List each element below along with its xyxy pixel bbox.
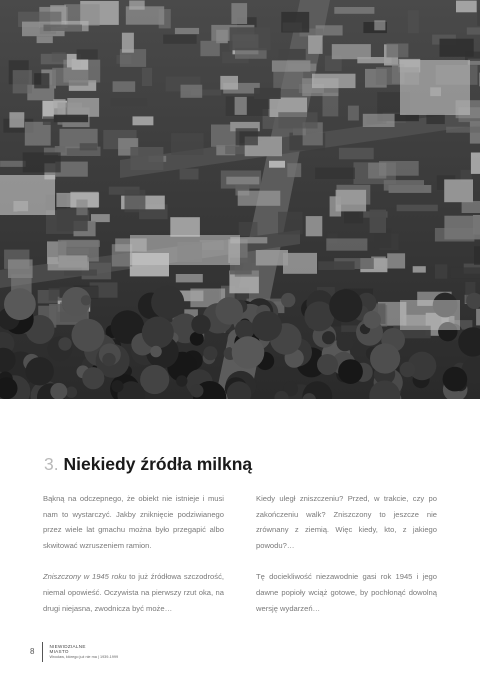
tree-canopy <box>370 343 400 373</box>
rooftop <box>181 85 203 98</box>
rooftop <box>175 28 199 34</box>
tree-canopy <box>4 288 36 320</box>
rooftop <box>9 112 24 127</box>
tree-canopy <box>322 331 335 344</box>
rooftop <box>326 238 367 250</box>
rooftop <box>170 217 200 237</box>
paragraph <box>43 569 224 616</box>
rooftop <box>236 128 258 145</box>
rooftop <box>43 116 56 125</box>
chapter-title: Niekiedy źródła milkną <box>63 454 253 474</box>
rooftop <box>279 49 306 60</box>
right-text-column <box>256 491 437 632</box>
rooftop <box>334 7 374 14</box>
rooftop <box>306 216 323 236</box>
rooftop <box>476 309 480 326</box>
tree-canopy <box>363 311 381 329</box>
rooftop <box>444 179 473 202</box>
rooftop <box>344 211 363 224</box>
brand-subtitle: Wrocław, którego już nie ma | 1939-1999 <box>49 654 119 659</box>
tree-canopy <box>317 354 338 375</box>
paragraph-text: to już źródłowa szczodrość, niemal opowieść. Oczywista na pierwszy rzut oka, na drugi niejasna, zwodnicza być może… <box>43 572 224 613</box>
rooftop <box>288 64 317 72</box>
rooftop <box>231 3 247 24</box>
rooftop <box>25 122 51 146</box>
rooftop <box>278 212 303 235</box>
rooftop <box>44 25 83 32</box>
rooftop <box>379 161 419 176</box>
tree-canopy <box>151 286 184 319</box>
rooftop <box>254 88 281 99</box>
tree-canopy <box>190 384 203 397</box>
rooftop <box>77 49 98 59</box>
rooftop <box>408 10 419 33</box>
rooftop <box>55 146 66 153</box>
rooftop <box>230 27 271 50</box>
rooftop <box>13 70 32 93</box>
rooftop <box>312 74 356 88</box>
rooftop <box>64 270 97 276</box>
paragraph: Bąkną na odczepnego, że obiekt nie istnieje i musi nam to wystarczyć. Jakby zniknięcie podziwianego przez wiele lat gmachu można było przegapić albo skwitować wzruszeniem ramion. <box>43 494 224 550</box>
tree-canopy <box>203 346 217 360</box>
tree-canopy <box>58 337 71 350</box>
rooftop <box>122 33 134 53</box>
paragraph: Kiedy uległ zniszczeniu? Przed, w trakcie, czy po zakończeniu walk? Zniszczony to jeszcze nie zrównany z ziemią. Więc kiedy, kto, z jakiego powodu?… <box>256 494 437 550</box>
rooftop <box>370 210 386 233</box>
rooftop <box>238 191 281 206</box>
rooftop <box>387 253 405 268</box>
rooftop <box>348 106 359 121</box>
rooftop <box>226 96 268 116</box>
rooftop <box>426 114 444 124</box>
rooftop <box>318 261 354 270</box>
rooftop <box>451 267 480 278</box>
rooftop <box>444 216 480 240</box>
left-text-column <box>43 491 224 632</box>
rooftop <box>125 190 146 213</box>
rooftop <box>171 133 203 155</box>
rooftop <box>111 98 148 107</box>
rooftop <box>471 153 480 174</box>
rooftop <box>332 44 371 59</box>
paragraph: Tę dociekliwość niezawodnie gasi rok 1945 i jego dawne popioły wciąż gotowe, by pochłonąć dowolną wersję wydarzeń… <box>256 572 437 613</box>
tree-canopy <box>142 317 174 349</box>
rooftop <box>80 143 98 150</box>
tree-canopy <box>338 359 363 384</box>
rooftop <box>163 35 196 44</box>
rooftop <box>336 190 367 212</box>
page-footer <box>30 642 118 662</box>
tree-canopy <box>215 297 243 325</box>
rooftop <box>278 112 317 128</box>
tree-canopy <box>443 367 468 392</box>
tree-canopy <box>337 334 354 351</box>
tree-canopy <box>400 362 415 377</box>
rooftop <box>446 127 480 133</box>
tree-canopy <box>140 365 169 394</box>
rooftop <box>256 250 288 266</box>
rooftop <box>176 274 203 282</box>
rooftop <box>200 41 219 56</box>
rooftop <box>474 246 480 264</box>
rooftop <box>23 152 61 172</box>
tree-canopy <box>26 357 54 385</box>
rooftop <box>225 146 248 155</box>
rooftop <box>435 264 447 278</box>
tree-canopy <box>329 289 362 322</box>
chapter-heading <box>44 452 444 476</box>
tree-canopy <box>281 293 295 307</box>
rooftop <box>308 35 323 54</box>
rooftop <box>283 253 317 274</box>
italic-phrase: Zniszczony w 1945 roku <box>43 572 127 582</box>
rooftop <box>357 57 391 63</box>
rooftop <box>323 93 339 117</box>
rooftop <box>287 163 301 177</box>
tree-canopy <box>252 311 282 341</box>
rooftop <box>0 161 26 167</box>
rooftop <box>239 222 258 236</box>
rooftop <box>467 27 480 34</box>
rooftop <box>180 169 199 180</box>
rooftop <box>54 115 88 123</box>
rooftop <box>387 44 409 58</box>
brand-line: MIASTO <box>49 649 69 655</box>
rooftop <box>456 1 477 13</box>
tree-canopy <box>66 387 77 398</box>
rooftop <box>58 255 87 267</box>
tree-canopy <box>176 375 187 386</box>
rooftop <box>315 168 355 180</box>
publication-brand <box>49 644 118 660</box>
rooftop <box>226 177 259 185</box>
tree-canopy <box>191 315 210 334</box>
rooftop <box>76 200 87 216</box>
chapter-number: 3. <box>44 454 59 474</box>
tree-canopy <box>102 353 115 366</box>
rooftop <box>129 1 145 10</box>
rooftop <box>374 20 385 30</box>
rooftop <box>133 116 154 125</box>
rooftop <box>281 12 309 33</box>
rooftop <box>465 52 480 61</box>
rooftop <box>397 205 438 212</box>
rooftop <box>269 161 285 168</box>
tree-canopy <box>232 336 265 369</box>
rooftop <box>53 99 65 116</box>
rooftop <box>220 76 238 90</box>
rooftop <box>142 68 152 86</box>
tree-canopy <box>111 380 123 392</box>
rooftop <box>235 97 247 115</box>
tree-canopy <box>150 346 162 358</box>
rooftop <box>462 201 480 213</box>
brand-line: NIEWIDZIALNE <box>49 643 86 649</box>
rooftop <box>34 73 49 88</box>
rooftop <box>113 81 136 92</box>
rooftop <box>130 147 163 170</box>
rooftop <box>384 180 424 191</box>
rooftop <box>363 114 395 127</box>
rooftop <box>339 148 374 160</box>
rooftop <box>37 36 53 43</box>
page-number: 8 <box>30 647 35 656</box>
tree-canopy <box>72 319 105 352</box>
tree-canopy <box>81 295 91 305</box>
rooftop <box>273 71 303 89</box>
rooftop <box>413 266 426 272</box>
footer-divider <box>42 642 43 662</box>
rooftop <box>67 98 99 117</box>
tree-canopy <box>82 367 104 389</box>
